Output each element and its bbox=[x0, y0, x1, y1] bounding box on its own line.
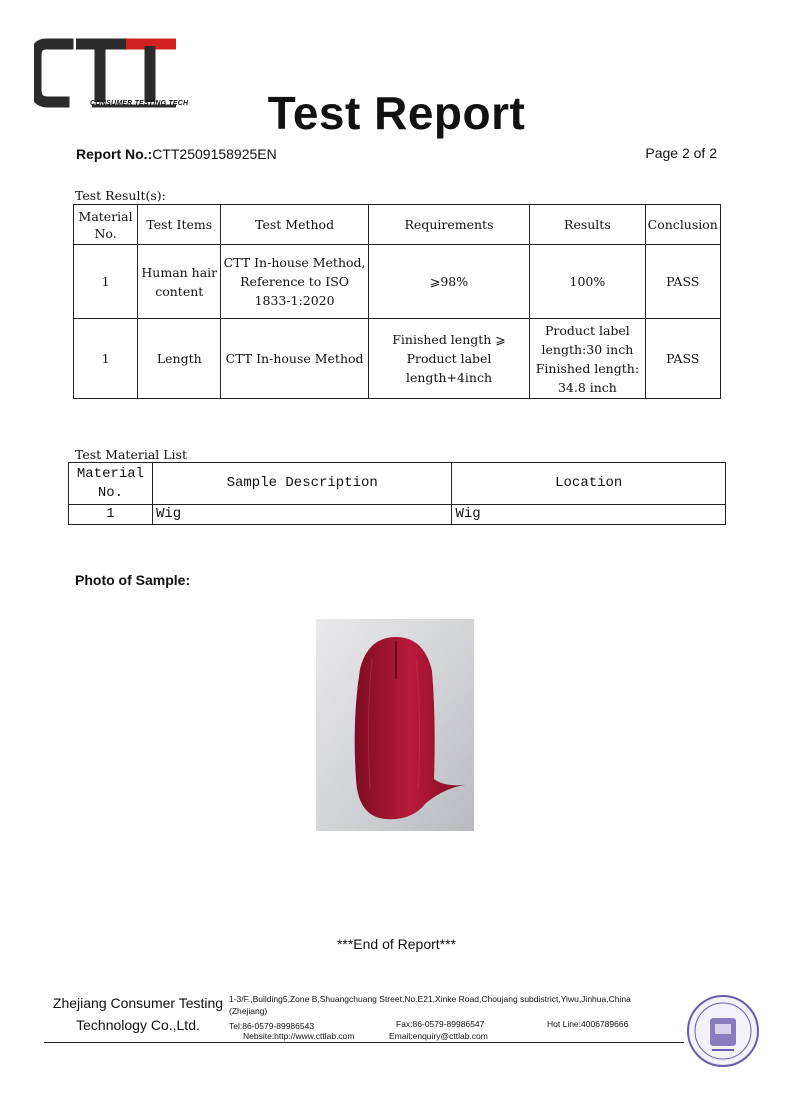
results-table bbox=[73, 204, 721, 399]
company-telephone: Tel:86-0579-89986543 bbox=[229, 1021, 315, 1031]
report-number-value: CTT2509158925EN bbox=[152, 146, 277, 162]
page-title: Test Report bbox=[267, 87, 526, 139]
materials-table bbox=[68, 462, 726, 525]
company-address-region: (Zhejiang) bbox=[229, 1006, 268, 1016]
table-row bbox=[74, 245, 721, 319]
company-email: Email:enquiry@cttlab.com bbox=[389, 1031, 488, 1041]
cell-material-no: 1 bbox=[74, 245, 138, 319]
company-fax: Fax:86-0579-89986547 bbox=[396, 1019, 485, 1029]
company-address: 1-3/F.,Building5,Zone B,Shuangchuang Street,No.E21,Xinke Road,Choujang subdistrict,Yiwu,Jinhua,China bbox=[229, 994, 631, 1004]
cell-sample-description: Wig bbox=[152, 505, 452, 525]
header-conclusion: Conclusion bbox=[645, 205, 720, 245]
header-material-no: Material No. bbox=[74, 205, 138, 245]
header-material-no: Material No. bbox=[69, 463, 153, 505]
company-name-line1: Zhejiang Consumer Testing bbox=[52, 995, 224, 1011]
cell-location: Wig bbox=[452, 505, 726, 525]
sample-photo bbox=[316, 619, 474, 831]
cell-material-no: 1 bbox=[74, 319, 138, 399]
header-results: Results bbox=[530, 205, 645, 245]
header-test-method: Test Method bbox=[221, 205, 368, 245]
footer-divider bbox=[44, 1042, 684, 1043]
header-location: Location bbox=[452, 463, 726, 505]
cell-material-no: 1 bbox=[69, 505, 153, 525]
company-name bbox=[48, 992, 228, 1036]
report-number-label: Report No.: bbox=[76, 146, 153, 162]
company-website: Nebsite:http://www.cttlab.com bbox=[243, 1031, 355, 1041]
materials-heading: Test Material List bbox=[75, 447, 187, 462]
company-hotline: Hot Line:4006789666 bbox=[547, 1019, 629, 1029]
cell-result: 100% bbox=[530, 245, 645, 319]
header-sample-description: Sample Description bbox=[152, 463, 452, 505]
results-header-row bbox=[74, 205, 721, 245]
cell-test-method: CTT In-house Method bbox=[221, 319, 368, 399]
cell-test-item: Human hair content bbox=[138, 245, 221, 319]
cell-requirement: Finished length ⩾ Product label length+4inch bbox=[368, 319, 529, 399]
report-number bbox=[76, 146, 277, 162]
materials-header-row bbox=[69, 463, 726, 505]
cell-result: Product label length:30 inch Finished length: 34.8 inch bbox=[530, 319, 645, 399]
logo-tagline: CONSUMER TESTING TECH bbox=[90, 100, 189, 107]
cell-test-method: CTT In-house Method, Reference to ISO 1833-1:2020 bbox=[221, 245, 368, 319]
company-seal bbox=[686, 994, 760, 1068]
results-heading: Test Result(s): bbox=[75, 188, 166, 203]
table-row bbox=[69, 505, 726, 525]
cell-test-item: Length bbox=[138, 319, 221, 399]
header-test-items: Test Items bbox=[138, 205, 221, 245]
cell-requirement: ⩾98% bbox=[368, 245, 529, 319]
table-row bbox=[74, 319, 721, 399]
page-number: Page 2 of 2 bbox=[645, 145, 717, 161]
end-of-report: ***End of Report*** bbox=[336, 936, 457, 952]
header-requirements: Requirements bbox=[368, 205, 529, 245]
photo-heading: Photo of Sample: bbox=[75, 572, 191, 588]
cell-conclusion: PASS bbox=[645, 319, 720, 399]
company-name-line2: Technology Co.,Ltd. bbox=[76, 1017, 200, 1033]
cell-conclusion: PASS bbox=[645, 245, 720, 319]
